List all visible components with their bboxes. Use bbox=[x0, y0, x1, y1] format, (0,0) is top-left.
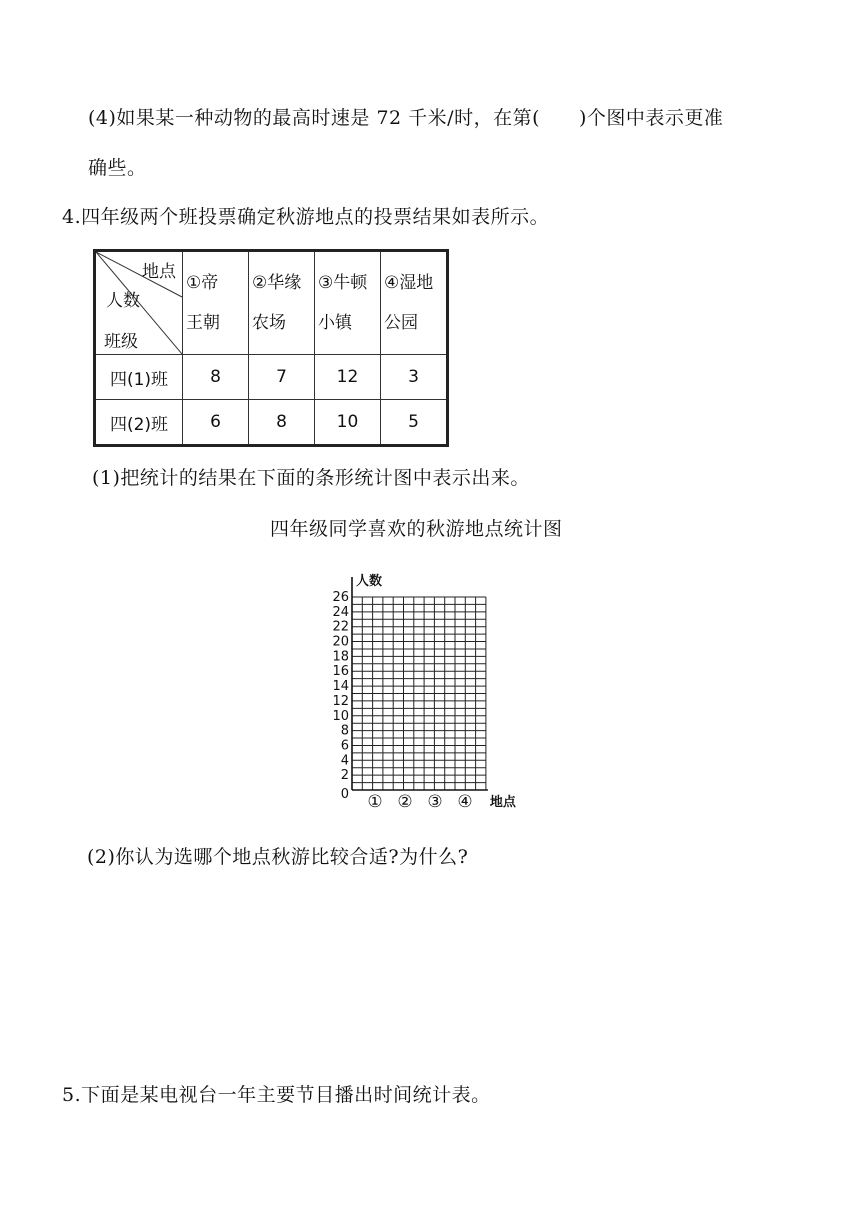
y-tick-label: 0 bbox=[340, 787, 349, 802]
corner-place-label: 地点 bbox=[142, 262, 176, 282]
y-tick-label: 4 bbox=[340, 753, 349, 769]
table-row-label: 四(1)班 bbox=[95, 355, 183, 400]
table-header-place-4 bbox=[381, 251, 448, 355]
table-row-label: 四(2)班 bbox=[95, 400, 183, 446]
bar-chart bbox=[300, 570, 540, 820]
table-header-place-1 bbox=[183, 251, 249, 355]
y-tick-label: 12 bbox=[332, 693, 349, 709]
table-cell: 8 bbox=[183, 355, 249, 400]
bar-chart-svg bbox=[300, 570, 540, 820]
y-tick-label: 10 bbox=[332, 708, 349, 724]
q4-title: 4.四年级两个班投票确定秋游地点的投票结果如表所示。 bbox=[62, 206, 550, 228]
header-line: 公园 bbox=[384, 313, 418, 333]
corner-people-label: 人数 bbox=[106, 291, 140, 311]
y-tick-label: 6 bbox=[340, 738, 349, 754]
table-cell: 10 bbox=[315, 400, 381, 446]
x-tick-label: ③ bbox=[427, 792, 443, 812]
table-header-place-3 bbox=[315, 251, 381, 355]
y-tick-label: 14 bbox=[332, 679, 349, 695]
x-tick-label: ② bbox=[397, 792, 413, 812]
chart-title: 四年级同学喜欢的秋游地点统计图 bbox=[270, 518, 563, 540]
corner-class-label: 班级 bbox=[104, 332, 138, 352]
table-cell: 8 bbox=[249, 400, 315, 446]
q4-part1: (1)把统计的结果在下面的条形统计图中表示出来。 bbox=[92, 467, 530, 489]
header-line: ③牛顿 bbox=[318, 273, 368, 293]
y-tick-label: 26 bbox=[332, 590, 349, 605]
header-line: 王朝 bbox=[186, 313, 220, 333]
header-line: ①帝 bbox=[186, 273, 219, 293]
q4-part2: (2)你认为选哪个地点秋游比较合适?为什么? bbox=[87, 846, 469, 868]
header-line: ④湿地 bbox=[384, 273, 434, 293]
header-line: 农场 bbox=[252, 313, 286, 333]
table-cell: 3 bbox=[381, 355, 448, 400]
table-cell: 5 bbox=[381, 400, 448, 446]
q3-part4-line2: 确些。 bbox=[88, 157, 147, 179]
table-corner-cell bbox=[95, 251, 183, 355]
header-line: 小镇 bbox=[318, 313, 352, 333]
table-cell: 12 bbox=[315, 355, 381, 400]
y-tick-label: 18 bbox=[332, 649, 349, 665]
y-tick-label: 16 bbox=[332, 664, 349, 680]
y-tick-label: 2 bbox=[340, 768, 349, 784]
y-tick-label: 20 bbox=[332, 634, 349, 650]
table-cell: 7 bbox=[249, 355, 315, 400]
table-cell: 6 bbox=[183, 400, 249, 446]
y-tick-label: 8 bbox=[340, 723, 349, 739]
q3-part4-line1: (4)如果某一种动物的最高时速是 72 千米/时，在第( )个图中表示更准 bbox=[88, 107, 724, 129]
y-tick-label: 24 bbox=[332, 604, 349, 620]
x-axis-label: 地点 bbox=[489, 795, 516, 810]
y-tick-label: 22 bbox=[332, 619, 349, 635]
y-axis-label: 人数 bbox=[356, 574, 383, 589]
x-tick-label: ① bbox=[367, 792, 383, 812]
table-header-place-2 bbox=[249, 251, 315, 355]
q5-title: 5.下面是某电视台一年主要节目播出时间统计表。 bbox=[62, 1084, 491, 1106]
x-tick-label: ④ bbox=[457, 792, 473, 812]
header-line: ②华缘 bbox=[252, 273, 302, 293]
vote-table bbox=[93, 249, 449, 447]
